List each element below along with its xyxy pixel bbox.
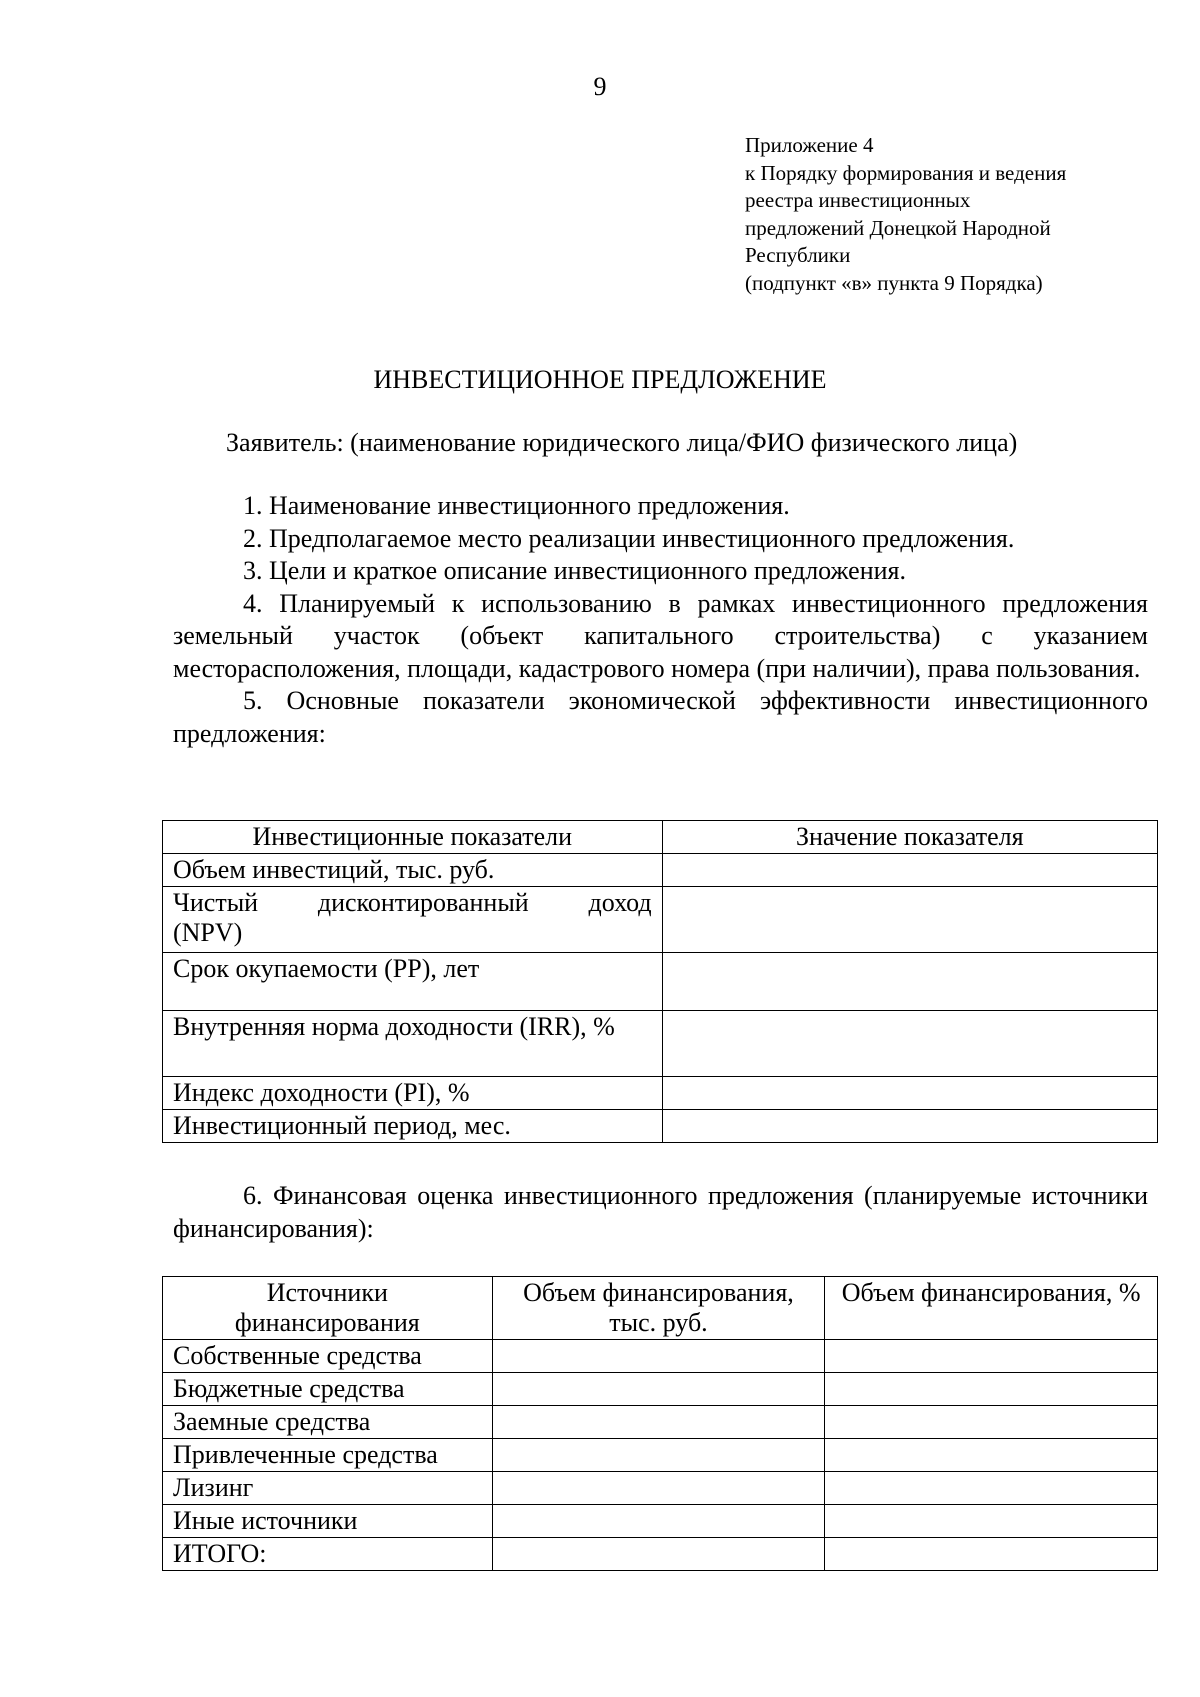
item-2: 2. Предполагаемое место реализации инвестиционного предложения.: [243, 523, 1015, 553]
indicator-cell-line: Чистый дисконтированный доход: [173, 888, 652, 917]
column-header: Объем финансирования, тыс. руб.: [492, 1277, 825, 1340]
value-cell[interactable]: [662, 1077, 1157, 1110]
amount-cell[interactable]: [492, 1472, 825, 1505]
amount-cell[interactable]: [492, 1538, 825, 1571]
table-row: [163, 887, 1158, 953]
value-cell[interactable]: [662, 887, 1157, 953]
table-row: [163, 1373, 1158, 1406]
table-row: [163, 1077, 1158, 1110]
table-row: [163, 1472, 1158, 1505]
item-6: 6. Финансовая оценка инвестиционного предложения (планируемые источники финансирования):: [173, 1181, 1148, 1243]
source-cell: Бюджетные средства: [163, 1373, 493, 1406]
appendix-note: [745, 132, 1165, 297]
column-header: Источники финансирования: [163, 1277, 493, 1340]
indicator-cell: Срок окупаемости (PP), лет: [163, 953, 663, 1011]
percent-cell[interactable]: [825, 1340, 1158, 1373]
percent-cell[interactable]: [825, 1505, 1158, 1538]
amount-cell[interactable]: [492, 1505, 825, 1538]
value-cell[interactable]: [662, 953, 1157, 1011]
source-cell: Лизинг: [163, 1472, 493, 1505]
indicator-cell: Инвестиционный период, мес.: [163, 1110, 663, 1143]
value-cell[interactable]: [662, 854, 1157, 887]
column-header: Значение показателя: [662, 821, 1157, 854]
appendix-line: к Порядку формирования и ведения: [745, 160, 1067, 185]
table-header-row: [163, 821, 1158, 854]
item-3: 3. Цели и краткое описание инвестиционного предложения.: [243, 556, 906, 585]
table-row: [163, 1110, 1158, 1143]
indicator-cell: Индекс доходности (PI), %: [163, 1077, 663, 1110]
financing-table: [162, 1276, 1158, 1571]
applicant-line: Заявитель: (наименование юридического лица/ФИО физического лица): [226, 428, 1018, 457]
percent-cell[interactable]: [825, 1373, 1158, 1406]
amount-cell[interactable]: [492, 1340, 825, 1373]
source-cell: Собственные средства: [163, 1340, 493, 1373]
indicator-cell-line: (NPV): [173, 918, 243, 947]
table-row: [163, 854, 1158, 887]
indicator-cell: [163, 887, 663, 953]
document-title: ИНВЕСТИЦИОННОЕ ПРЕДЛОЖЕНИЕ: [373, 365, 827, 394]
source-cell: Заемные средства: [163, 1406, 493, 1439]
table-row: [163, 1439, 1158, 1472]
value-cell[interactable]: [662, 1110, 1157, 1143]
table-total-row: [163, 1538, 1158, 1571]
amount-cell[interactable]: [492, 1373, 825, 1406]
appendix-line: Республики: [745, 243, 851, 267]
table-row: [163, 1340, 1158, 1373]
appendix-line: реестра инвестиционных: [745, 188, 971, 212]
item-4: 4. Планируемый к использованию в рамках инвестиционного предложения земельный участок (объект капитального строительства) с указанием месторасположения, площади, кадастрового номера (при наличии), права пользования.: [173, 588, 1148, 683]
column-header: Объем финансирования, %: [825, 1277, 1158, 1340]
table-row: [163, 953, 1158, 1011]
appendix-line: (подпункт «в» пункта 9 Порядка): [745, 270, 1043, 295]
item-5: 5. Основные показатели экономической эффективности инвестиционного предложения:: [173, 686, 1148, 748]
page-number: 9: [593, 72, 607, 101]
source-cell: Иные источники: [163, 1505, 493, 1538]
column-header: Инвестиционные показатели: [163, 821, 663, 854]
amount-cell[interactable]: [492, 1406, 825, 1439]
table-row: [163, 1011, 1158, 1077]
percent-cell[interactable]: [825, 1439, 1158, 1472]
item-6-block: [173, 1180, 1148, 1245]
value-cell[interactable]: [662, 1011, 1157, 1077]
source-cell: ИТОГО:: [163, 1538, 493, 1571]
efficiency-table: [162, 820, 1158, 1143]
table-row: [163, 1406, 1158, 1439]
table-row: [163, 1505, 1158, 1538]
indicator-cell: Объем инвестиций, тыс. руб.: [163, 854, 663, 887]
items-1-5: [173, 490, 1148, 750]
indicator-cell: Внутренняя норма доходности (IRR), %: [163, 1011, 663, 1077]
percent-cell[interactable]: [825, 1538, 1158, 1571]
percent-cell[interactable]: [825, 1406, 1158, 1439]
source-cell: Привлеченные средства: [163, 1439, 493, 1472]
percent-cell[interactable]: [825, 1472, 1158, 1505]
table-header-row: [163, 1277, 1158, 1340]
appendix-line: предложений Донецкой Народной: [745, 215, 1051, 240]
appendix-line: Приложение 4: [745, 133, 874, 157]
item-1: 1. Наименование инвестиционного предложения.: [243, 491, 790, 520]
amount-cell[interactable]: [492, 1439, 825, 1472]
